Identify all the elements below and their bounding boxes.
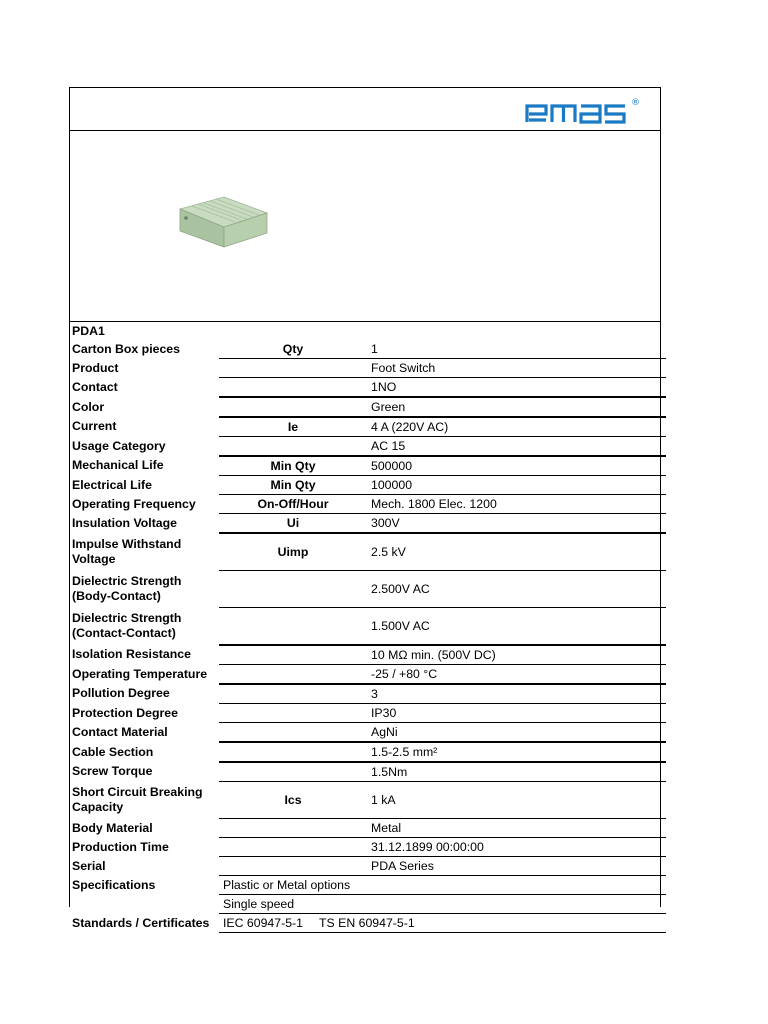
- table-row: [70, 762, 666, 782]
- row-label: Protection Degree: [72, 705, 178, 720]
- registered-mark: ®: [631, 98, 640, 108]
- table-row: [70, 819, 666, 838]
- table-row: [70, 876, 666, 895]
- row-value: 300V: [367, 514, 666, 534]
- row-value: 500000: [367, 456, 666, 476]
- row-label: Carton Box pieces: [72, 341, 180, 356]
- table-row: [70, 782, 666, 819]
- row-unit: [219, 437, 367, 457]
- row-unit: [219, 397, 367, 417]
- row-unit: On-Off/Hour: [219, 495, 367, 514]
- table-row: [70, 608, 666, 646]
- table-row: [70, 476, 666, 495]
- table-row: [70, 684, 666, 704]
- row-unit: Qty: [219, 340, 367, 359]
- table-row: [70, 665, 666, 685]
- table-row: [70, 322, 666, 340]
- table-row: [70, 533, 666, 571]
- row-unit: Ie: [219, 417, 367, 437]
- standards-label: Standards / Certificates: [72, 915, 210, 930]
- product-image-area: [70, 131, 660, 322]
- table-row: [70, 704, 666, 723]
- row-unit: Min Qty: [219, 456, 367, 476]
- row-unit: [219, 571, 367, 608]
- standard-item: TS EN 60947-5-1: [318, 915, 415, 930]
- row-value: 31.12.1899 00:00:00: [367, 838, 666, 857]
- table-row: [70, 571, 666, 608]
- row-value: PDA Series: [367, 857, 666, 876]
- row-label: Dielectric Strength (Contact-Contact): [72, 611, 182, 641]
- row-unit: [219, 608, 367, 646]
- row-value: 1: [367, 340, 666, 359]
- product-datasheet: [69, 87, 661, 930]
- row-label: Production Time: [72, 839, 169, 854]
- row-value: 10 MΩ min. (500V DC): [367, 645, 666, 665]
- row-value: IP30: [367, 704, 666, 723]
- row-label: Impulse Withstand Voltage: [72, 536, 182, 566]
- row-unit: [219, 704, 367, 723]
- specifications-line: Plastic or Metal options: [219, 876, 666, 895]
- row-unit: Ics: [219, 782, 367, 819]
- row-value: Mech. 1800 Elec. 1200: [367, 495, 666, 514]
- row-label: Body Material: [72, 820, 153, 835]
- table-row: [70, 742, 666, 762]
- row-unit: [219, 762, 367, 782]
- row-label: Usage Category: [72, 438, 166, 453]
- row-value: AgNi: [367, 723, 666, 743]
- table-row: [70, 514, 666, 534]
- row-label: Screw Torque: [72, 764, 153, 779]
- row-value: 4 A (220V AC): [367, 417, 666, 437]
- table-row: [70, 495, 666, 514]
- row-value: Foot Switch: [367, 359, 666, 378]
- table-row: [70, 340, 666, 359]
- row-value: 1NO: [367, 378, 666, 398]
- row-unit: Uimp: [219, 533, 367, 571]
- specifications-label: Specifications: [72, 877, 156, 892]
- row-label: Pollution Degree: [72, 686, 170, 701]
- row-value: 1 kA: [367, 782, 666, 819]
- table-row: [70, 914, 666, 933]
- datasheet-header: [70, 88, 660, 131]
- row-value: 1.5Nm: [367, 762, 666, 782]
- row-label: Product: [72, 360, 119, 375]
- row-label: Contact: [72, 379, 118, 394]
- row-label: Mechanical Life: [72, 458, 164, 473]
- row-unit: [219, 665, 367, 685]
- row-value: Metal: [367, 819, 666, 838]
- row-unit: [219, 684, 367, 704]
- row-value: 3: [367, 684, 666, 704]
- row-unit: [219, 819, 367, 838]
- table-row: [70, 417, 666, 437]
- row-label: Color: [72, 399, 105, 414]
- row-value: 100000: [367, 476, 666, 495]
- row-value: 1.5-2.5 mm²: [367, 742, 666, 762]
- row-label: Cable Section: [72, 744, 154, 759]
- emas-logo: [524, 94, 644, 128]
- row-unit: [219, 359, 367, 378]
- row-label: Dielectric Strength (Body-Contact): [72, 574, 182, 603]
- row-label: Operating Frequency: [72, 496, 196, 511]
- table-row: [70, 456, 666, 476]
- model-code: PDA1: [72, 323, 105, 338]
- specifications-line: Single speed: [219, 895, 666, 914]
- row-label: Isolation Resistance: [72, 647, 191, 662]
- row-label: Insulation Voltage: [72, 515, 177, 530]
- row-value: 1.500V AC: [367, 608, 666, 646]
- row-label: Electrical Life: [72, 477, 152, 492]
- standards-list: [219, 914, 666, 933]
- row-unit: [219, 723, 367, 743]
- row-value: AC 15: [367, 437, 666, 457]
- table-row: [70, 437, 666, 457]
- standard-item: IEC 60947-5-1: [223, 915, 303, 930]
- row-unit: Min Qty: [219, 476, 367, 495]
- spec-table: [70, 322, 666, 933]
- row-label: Current: [72, 419, 117, 434]
- table-row: [70, 645, 666, 665]
- row-value: Green: [367, 397, 666, 417]
- table-row: [70, 838, 666, 857]
- table-row: [70, 397, 666, 417]
- row-label: Operating Temperature: [72, 666, 208, 681]
- row-unit: [219, 838, 367, 857]
- row-unit: [219, 742, 367, 762]
- foot-switch-icon: [172, 189, 272, 261]
- table-row: [70, 359, 666, 378]
- row-label: Contact Material: [72, 724, 168, 739]
- row-unit: [219, 645, 367, 665]
- row-value: 2.500V AC: [367, 571, 666, 608]
- row-label: Short Circuit Breaking Capacity: [72, 785, 203, 814]
- row-value: 2.5 kV: [367, 533, 666, 571]
- row-unit: [219, 378, 367, 398]
- row-value: -25 / +80 °C: [367, 665, 666, 685]
- row-label: Serial: [72, 858, 106, 873]
- row-unit: Ui: [219, 514, 367, 534]
- table-row: [70, 723, 666, 743]
- table-row: [70, 857, 666, 876]
- row-unit: [219, 857, 367, 876]
- table-row: [70, 895, 666, 914]
- table-row: [70, 378, 666, 398]
